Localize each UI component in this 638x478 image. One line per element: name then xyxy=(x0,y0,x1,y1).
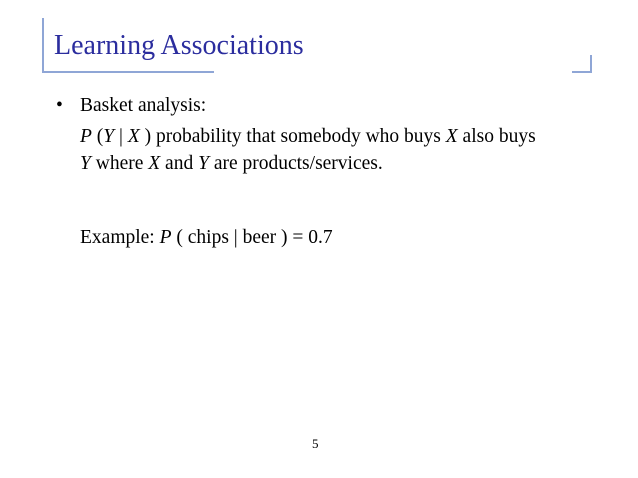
definition-text: where xyxy=(90,153,149,174)
var-p: P xyxy=(80,126,92,147)
example-line xyxy=(80,225,333,251)
bullet-item xyxy=(56,93,206,119)
var-y: Y xyxy=(80,153,91,174)
definition-line-1 xyxy=(80,124,536,150)
var-x: X xyxy=(127,126,140,147)
var-x: X xyxy=(148,153,161,174)
example-expression: ( chips | beer ) = 0.7 xyxy=(171,227,333,248)
decor-line-left-horizontal xyxy=(42,71,214,73)
definition-text: are products/services. xyxy=(208,153,383,174)
slide-title: Learning Associations xyxy=(54,30,304,61)
bullet-marker: • xyxy=(56,95,63,116)
definition-text: ) probability that somebody who buys xyxy=(139,126,446,147)
bullet-text: Basket analysis: xyxy=(80,95,207,116)
paren-open: ( xyxy=(91,126,104,147)
decor-line-left-vertical xyxy=(42,18,44,72)
example-prefix: Example: xyxy=(80,227,160,248)
decor-line-right-horizontal xyxy=(572,71,592,73)
definition-text: and xyxy=(160,153,199,174)
definition-text: also buys xyxy=(457,126,536,147)
var-x: X xyxy=(445,126,458,147)
page-number: 5 xyxy=(312,436,319,451)
definition-line-2 xyxy=(80,151,383,177)
var-y: Y xyxy=(198,153,209,174)
decor-line-right-vertical xyxy=(590,55,592,73)
var-y: Y xyxy=(103,126,115,147)
given-bar: | xyxy=(114,126,128,147)
var-p: P xyxy=(159,227,172,248)
